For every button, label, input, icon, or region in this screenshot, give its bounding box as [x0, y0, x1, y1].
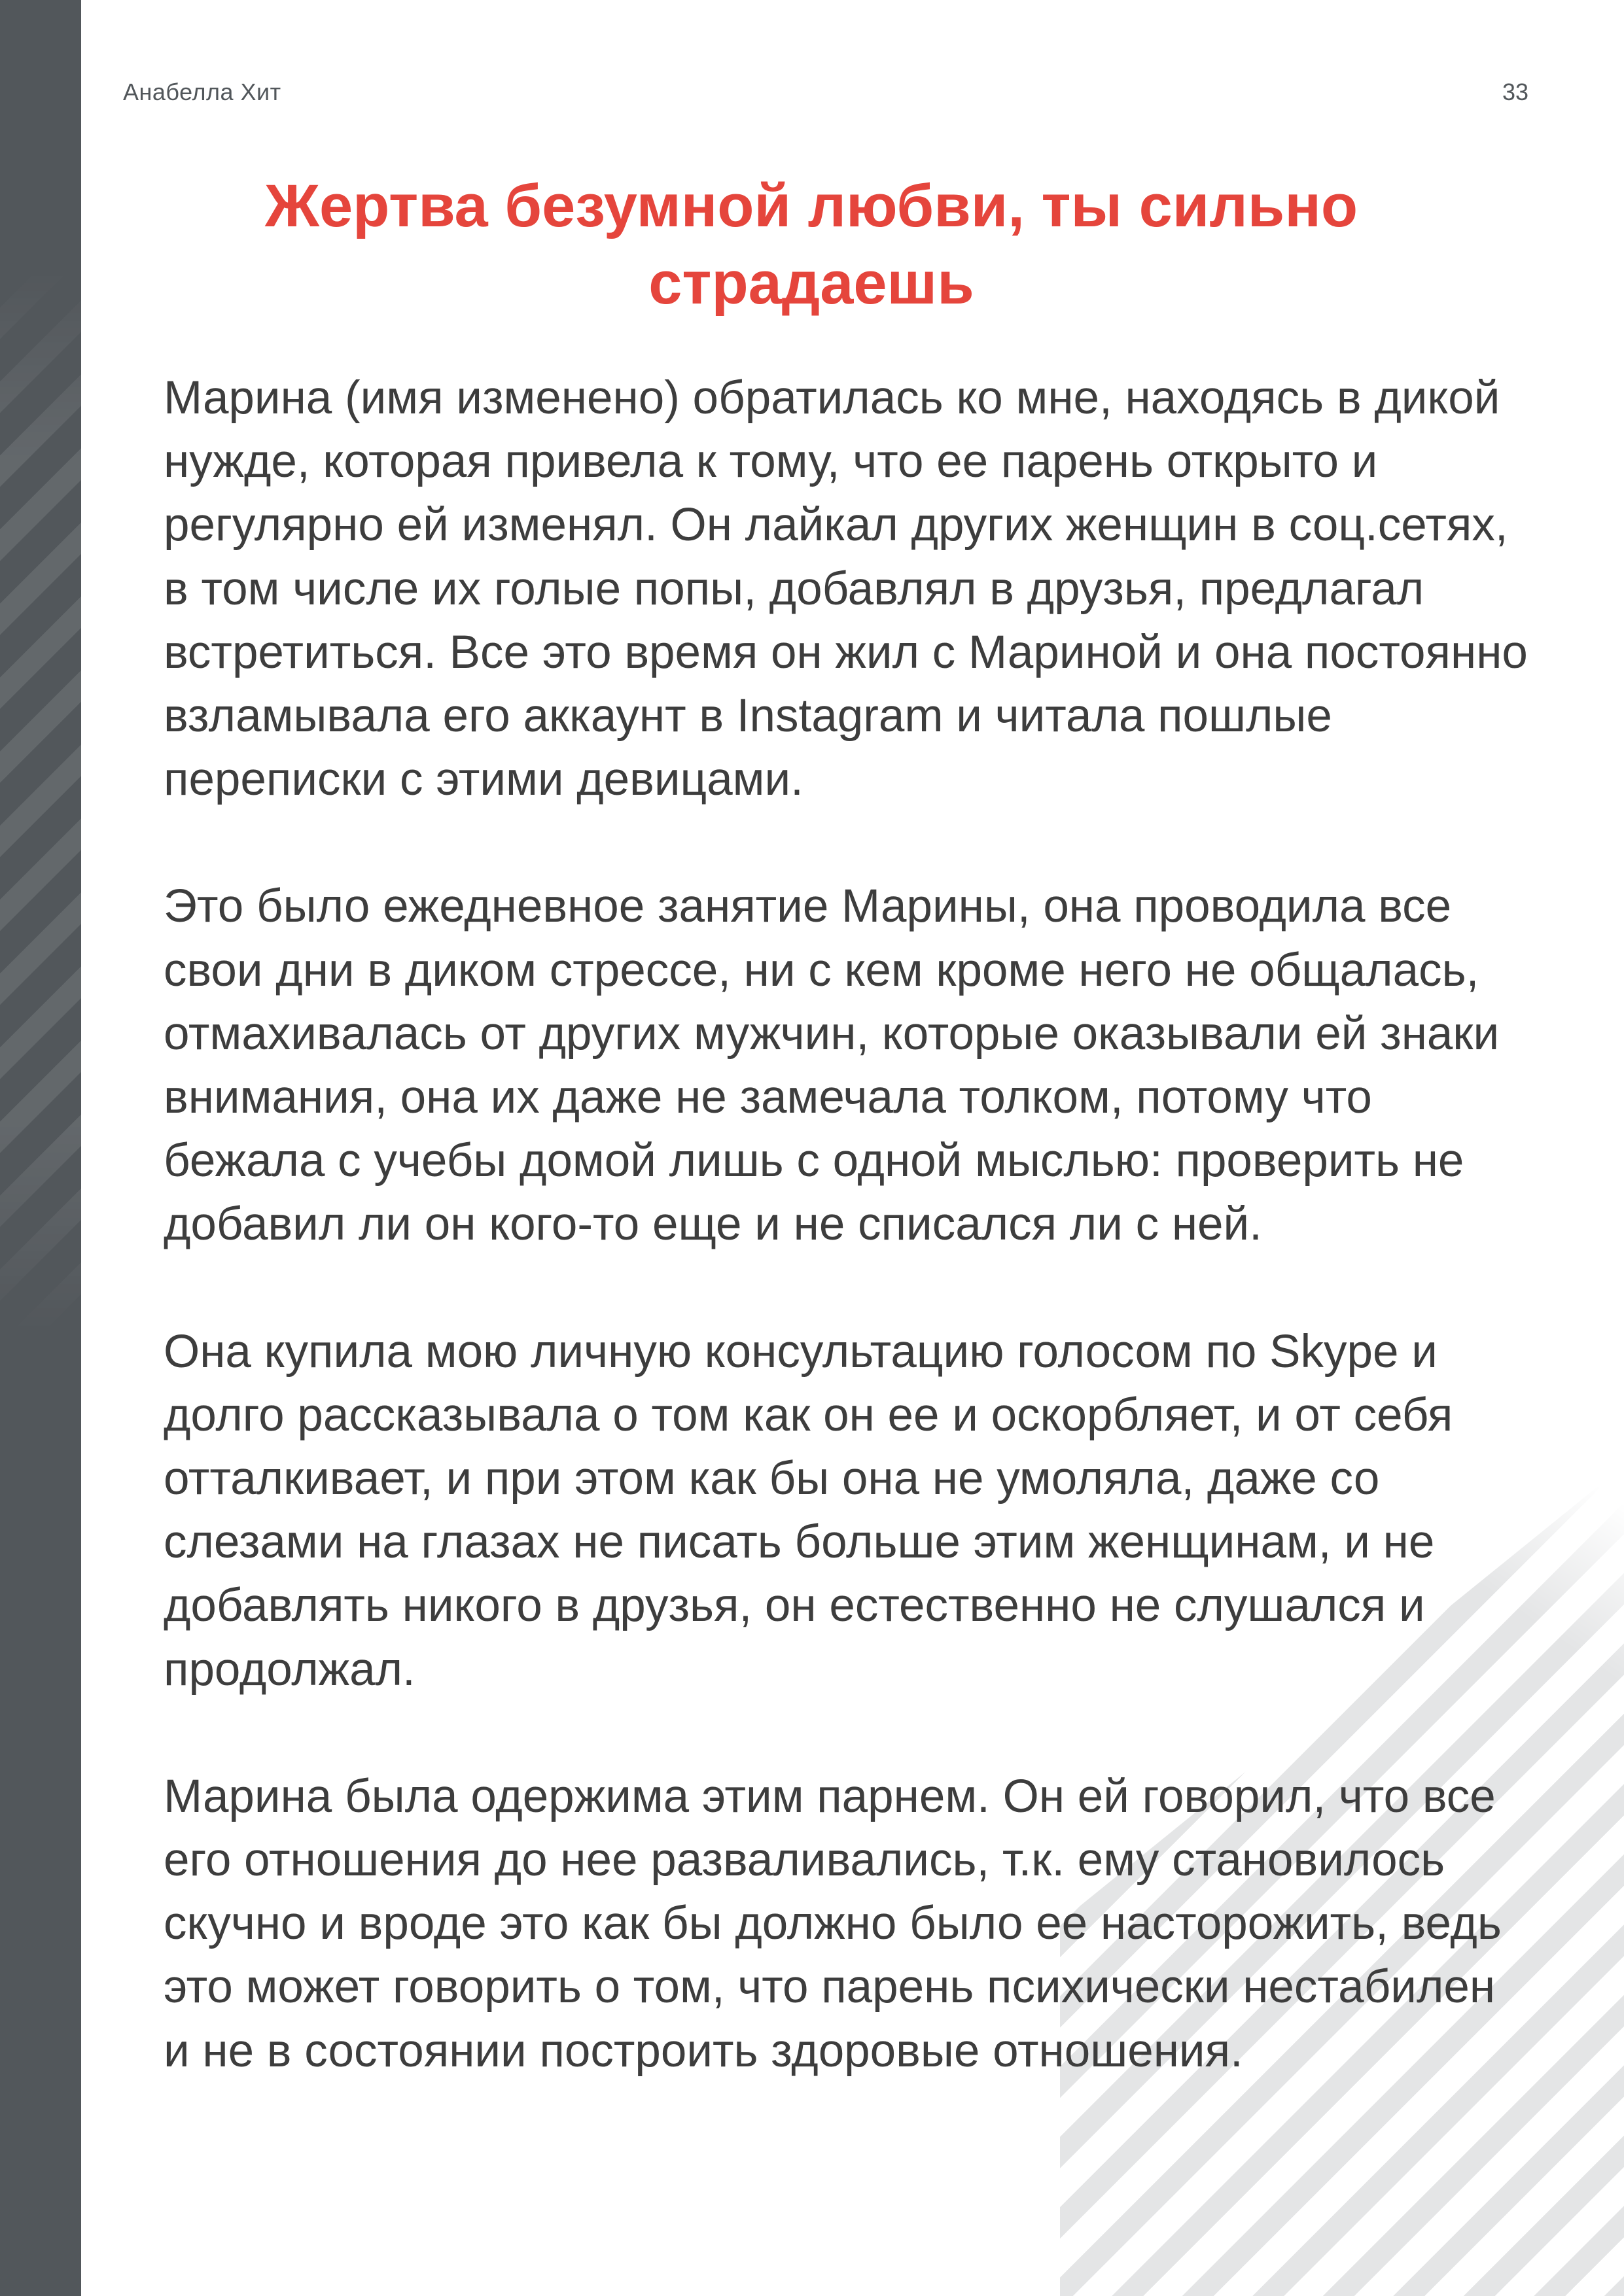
page-number: 33	[1502, 78, 1528, 105]
side-stripe-pattern	[0, 265, 81, 1338]
paragraph-3: Она купила мою личную консультацию голосом по Skype и долго рассказывала о том как он ее и оскорбляет, и от себя отталкивает, и при этом как бы она не умоляла, даже со слезами на глазах не писать больше этим женщинам, и не добавлять никого в друзья, он естественно не слушался и продолжал.	[164, 1325, 1453, 1696]
header-author: Анабелла Хит	[123, 78, 281, 105]
body-text	[164, 366, 1531, 2083]
page-title: Жертва безумной любви, ты сильно страдаешь	[264, 173, 1358, 317]
paragraph-2: Это было ежедневное занятие Марины, она проводила все свои дни в диком стрессе, ни с кем кроме него не общалась, отмахивалась от других мужчин, которые оказывали ей знаки внимания, она их даже не замечала толком, потому что бежала с учебы домой лишь с одной мыслью: проверить не добавил ли он кого-то еще и не списался ли с ней.	[164, 880, 1500, 1251]
paragraph-4: Марина была одержима этим парнем. Он ей говорил, что все его отношения до нее разваливались, т.к. ему становилось скучно и вроде это как бы должно было ее насторожить, ведь это может говорить о том, что парень психически нестабилен и не в состоянии построить здоровые отношения.	[164, 1770, 1502, 2077]
paragraph-1: Марина (имя изменено) обратилась ко мне, находясь в дикой нужде, которая привела к тому, что ее парень открыто и регулярно ей изменял. Он лайкал других женщин в соц.сетях, в том числе их голые попы, добавлял в друзья, предлагал встретиться. Все это время он жил с Мариной и она постоянно взламывала его аккаунт в Instagram и читала пошлые переписки с этими девицами.	[164, 372, 1528, 806]
